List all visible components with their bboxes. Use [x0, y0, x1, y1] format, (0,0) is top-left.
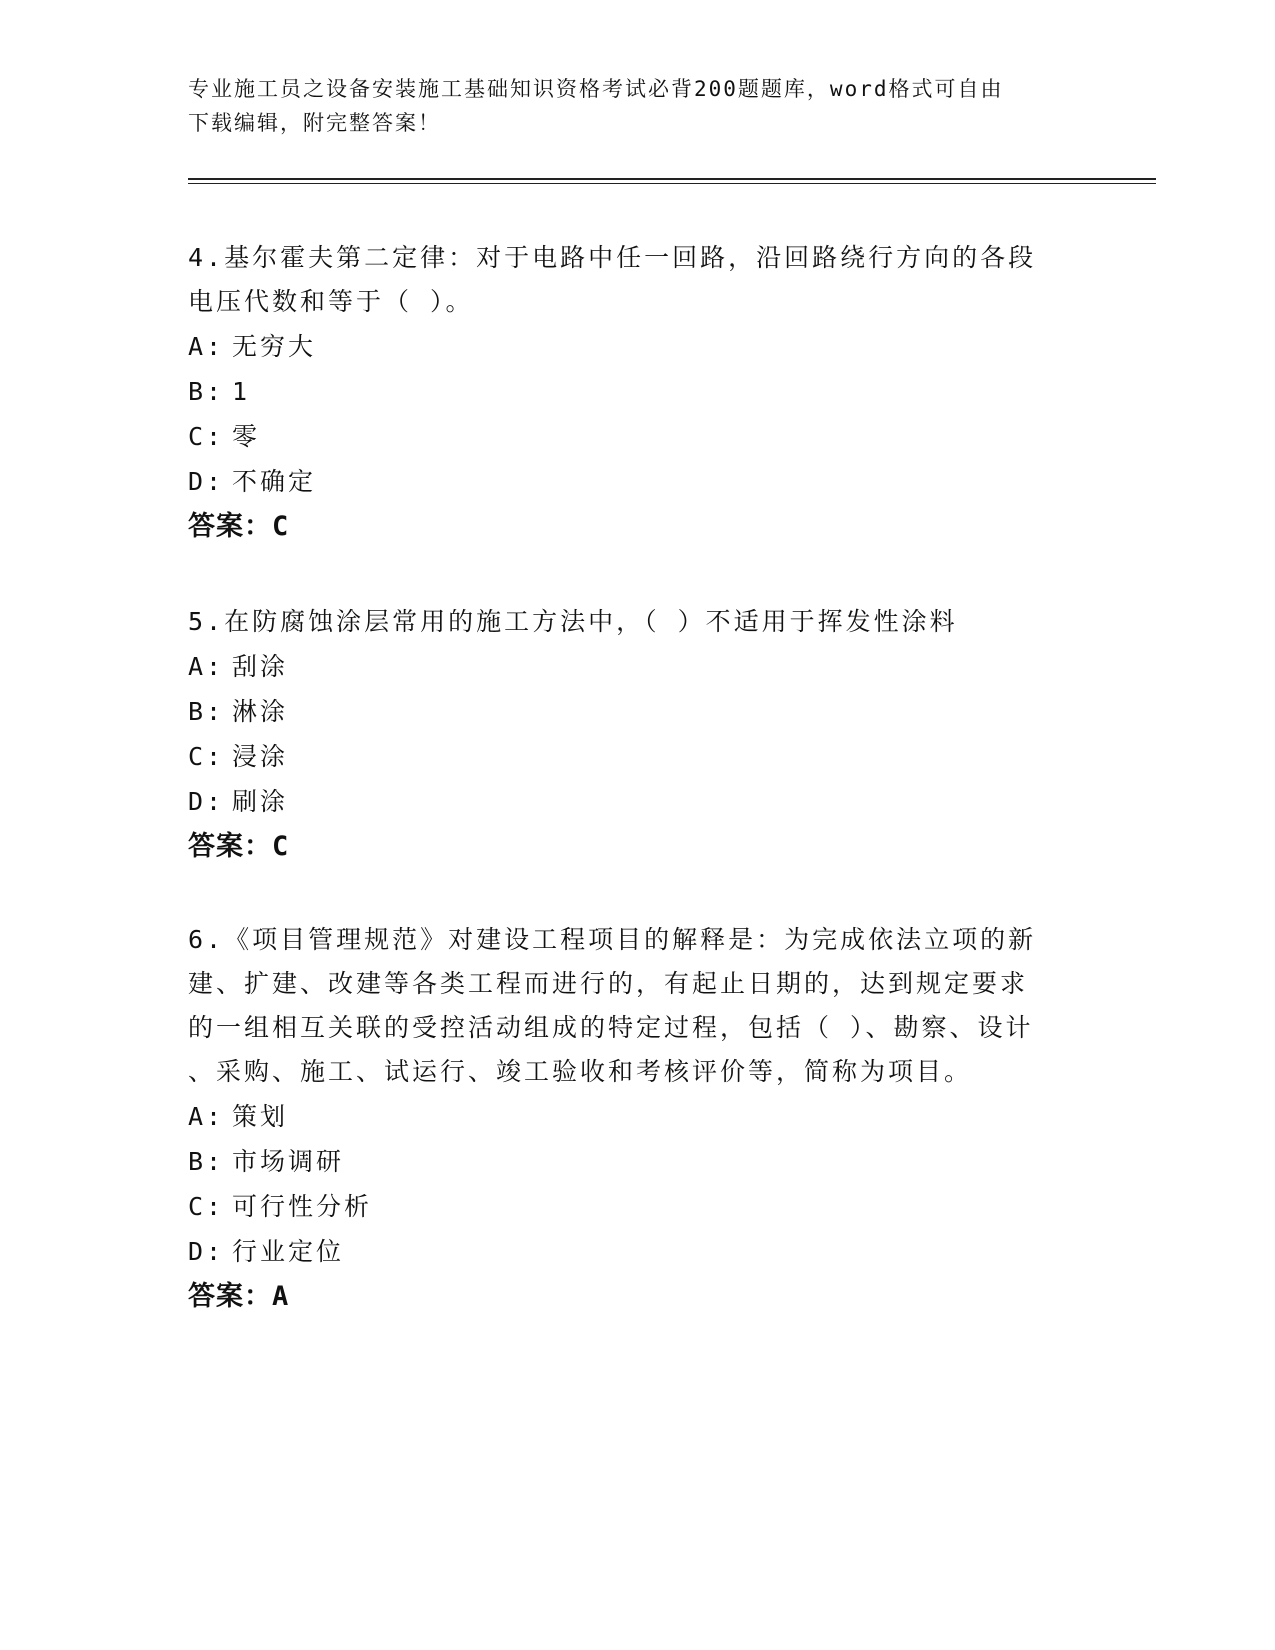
- option-text: 可行性分析: [232, 1192, 373, 1221]
- option-letter: B:: [188, 377, 225, 406]
- option-d: [188, 779, 1088, 824]
- header-line-2: 下载编辑，附完整答案！: [188, 111, 441, 135]
- question-text-line: 6.《项目管理规范》对建设工程项目的解释是：为完成依法立项的新: [188, 925, 1037, 954]
- option-letter: A:: [188, 332, 225, 361]
- header-divider-thick: [188, 178, 1156, 180]
- option-letter: B:: [188, 697, 225, 726]
- header-line-1: 专业施工员之设备安装施工基础知识资格考试必背200题题库，word格式可自由: [188, 77, 1004, 101]
- option-text: 行业定位: [232, 1237, 345, 1266]
- answer: 答案：C: [188, 511, 290, 542]
- option-b: [188, 1139, 1088, 1184]
- option-text: 不确定: [232, 467, 317, 496]
- option-text: 淋涂: [232, 697, 289, 726]
- option-text: 市场调研: [232, 1147, 345, 1176]
- question-text-line: 建、扩建、改建等各类工程而进行的，有起止日期的，达到规定要求: [188, 969, 1029, 998]
- option-letter: D:: [188, 467, 225, 496]
- question-4: [188, 236, 1088, 550]
- option-letter: C:: [188, 742, 225, 771]
- option-d: [188, 459, 1088, 504]
- option-c: [188, 734, 1088, 779]
- option-c: [188, 1184, 1088, 1229]
- question-text-line: 电压代数和等于（ ）。: [188, 287, 474, 316]
- question-text-line: 4.基尔霍夫第二定律：对于电路中任一回路，沿回路绕行方向的各段: [188, 243, 1037, 272]
- question-text-line: 、采购、施工、试运行、竣工验收和考核评价等，简称为项目。: [188, 1057, 973, 1086]
- option-d: [188, 1229, 1088, 1274]
- answer: 答案：C: [188, 831, 290, 862]
- option-text: 策划: [232, 1102, 289, 1131]
- option-text: 1: [232, 377, 251, 406]
- document-header: [188, 72, 1068, 140]
- option-a: [188, 644, 1088, 689]
- option-text: 刷涂: [232, 787, 289, 816]
- option-letter: C:: [188, 1192, 225, 1221]
- option-letter: B:: [188, 1147, 225, 1176]
- option-letter: A:: [188, 1102, 225, 1131]
- option-text: 刮涂: [232, 652, 289, 681]
- question-5: [188, 600, 1088, 870]
- option-a: [188, 1094, 1088, 1139]
- option-b: [188, 369, 1088, 414]
- answer: 答案：A: [188, 1281, 290, 1312]
- question-text-line: 的一组相互关联的受控活动组成的特定过程，包括（ ）、勘察、设计: [188, 1013, 1034, 1042]
- option-letter: A:: [188, 652, 225, 681]
- header-divider-thin: [188, 183, 1156, 184]
- question-6: [188, 918, 1088, 1320]
- option-c: [188, 414, 1088, 459]
- option-letter: C:: [188, 422, 225, 451]
- option-b: [188, 689, 1088, 734]
- option-letter: D:: [188, 1237, 225, 1266]
- option-text: 浸涂: [232, 742, 289, 771]
- option-text: 零: [232, 422, 261, 451]
- option-text: 无穷大: [232, 332, 317, 361]
- option-letter: D:: [188, 787, 225, 816]
- question-text-line: 5.在防腐蚀涂层常用的施工方法中，（ ）不适用于挥发性涂料: [188, 607, 958, 636]
- option-a: [188, 324, 1088, 369]
